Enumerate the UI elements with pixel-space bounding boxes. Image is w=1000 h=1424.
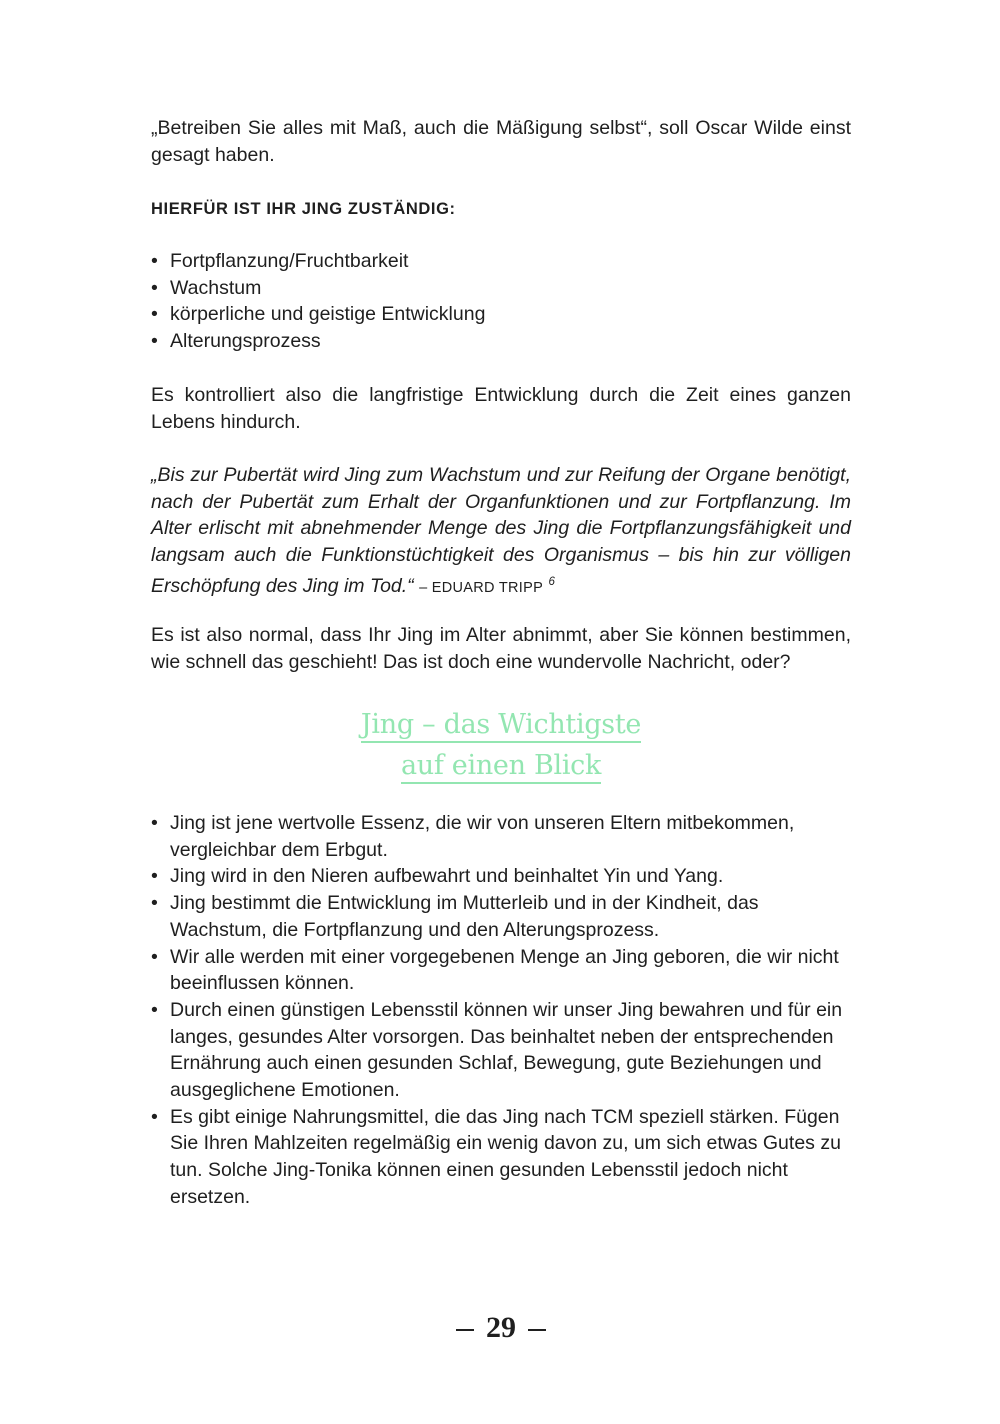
list-item (151, 890, 851, 943)
page-number (151, 1310, 851, 1346)
dash-left-icon (456, 1329, 474, 1331)
list-item-text: Alterungsprozess (170, 330, 321, 353)
bullet-icon: • (151, 812, 158, 834)
list-item-text: Wir alle werden mit einer vorgegebenen Menge an Jing geboren, die wir nicht beeinflussen können. (170, 945, 839, 995)
list-item-text: Es gibt einige Nahrungsmittel, die das Jing nach TCM speziell stärken. Fügen Sie Ihren Mahlzeiten regelmäßig ein wenig davon zu, um sich etwas Gutes zu tun. Solche Jing-Tonika können einen gesunden Lebensstil jedoch nicht ersetzen. (170, 1105, 841, 1208)
summary-title-line-1 (151, 704, 851, 745)
page-number-text: 29 (486, 1311, 516, 1344)
quote-attribution: – EDUARD TRIPP (419, 579, 544, 596)
intro-paragraph: „Betreiben Sie alles mit Maß, auch die Mäßigung selbst“, soll Oscar Wilde einst gesagt haben. (151, 117, 851, 166)
bullet-icon: • (151, 303, 158, 326)
bullet-icon: • (151, 276, 158, 299)
list-item (151, 275, 851, 302)
bullet-icon: • (151, 892, 158, 915)
bullet-icon: • (151, 330, 158, 353)
bullet-icon: • (151, 250, 158, 272)
dash-right-icon (528, 1329, 546, 1331)
list-item-text: körperliche und geistige Entwicklung (170, 303, 486, 326)
list-item (151, 944, 851, 997)
summary-title-text-1: Jing – das Wichtigste (361, 710, 641, 743)
summary-title-line-2 (151, 745, 851, 786)
list-item (151, 328, 851, 355)
list-item (151, 301, 851, 328)
list-item-text: Fortpflanzung/Fruchtbarkeit (170, 250, 409, 272)
normal-paragraph: Es ist also normal, dass Ihr Jing im Alter abnimmt, aber Sie können bestimmen, wie schnell das geschieht! Das ist doch eine wundervolle Nachricht, oder? (151, 624, 851, 673)
bullet-icon: • (151, 865, 158, 888)
list-item (151, 810, 851, 863)
bullet-icon: • (151, 945, 158, 968)
footnote-marker: 6 (548, 575, 555, 588)
list-item (151, 997, 851, 1104)
section-heading: HIERFÜR IST IHR JING ZUSTÄNDIG: (151, 200, 456, 218)
list-item (151, 1104, 851, 1211)
quote-block (151, 462, 851, 602)
list-item-text: Durch einen günstigen Lebensstil können wir unser Jing bewahren und für ein langes, gesundes Alter vorsorgen. Das beinhaltet neben der entsprechenden Ernährung auch einen gesunden Schlaf, Bewegung, gute Beziehungen und ausgeglichene Emotionen. (170, 998, 843, 1102)
responsibilities-list (151, 248, 851, 355)
list-item (151, 863, 851, 890)
book-page (151, 0, 851, 1424)
list-item-text: Jing ist jene wertvolle Essenz, die wir von unseren Eltern mitbekommen, vergleichbar dem Erbgut. (170, 812, 795, 861)
list-item-text: Wachstum (170, 276, 262, 299)
list-item-text: Jing wird in den Nieren aufbewahrt und beinhaltet Yin und Yang. (170, 865, 724, 888)
list-item-text: Jing bestimmt die Entwicklung im Mutterleib und in der Kindheit, das Wachstum, die Fortpflanzung und den Alterungsprozess. (170, 892, 759, 941)
list-item (151, 248, 851, 275)
summary-list (151, 810, 851, 1211)
bullet-icon: • (151, 1105, 158, 1128)
summary-title-text-2: auf einen Blick (401, 751, 601, 784)
bullet-icon: • (151, 998, 158, 1021)
quote-text: „Bis zur Pubertät wird Jing zum Wachstum und zur Reifung der Organe benötigt, nach der Pubertät zum Erhalt der Organfunktionen und zur Fortpflanzung. Im Alter erlischt mit abnehmender Menge des Jing die Fortpflanzungsfähigkeit und langsam auch die Funktionstüchtigkeit des Organismus – bis hin zur völligen Erschöpfung des Jing im Tod.“ (151, 464, 851, 597)
control-paragraph: Es kontrolliert also die langfristige Entwicklung durch die Zeit eines ganzen Lebens hindurch. (151, 384, 851, 433)
